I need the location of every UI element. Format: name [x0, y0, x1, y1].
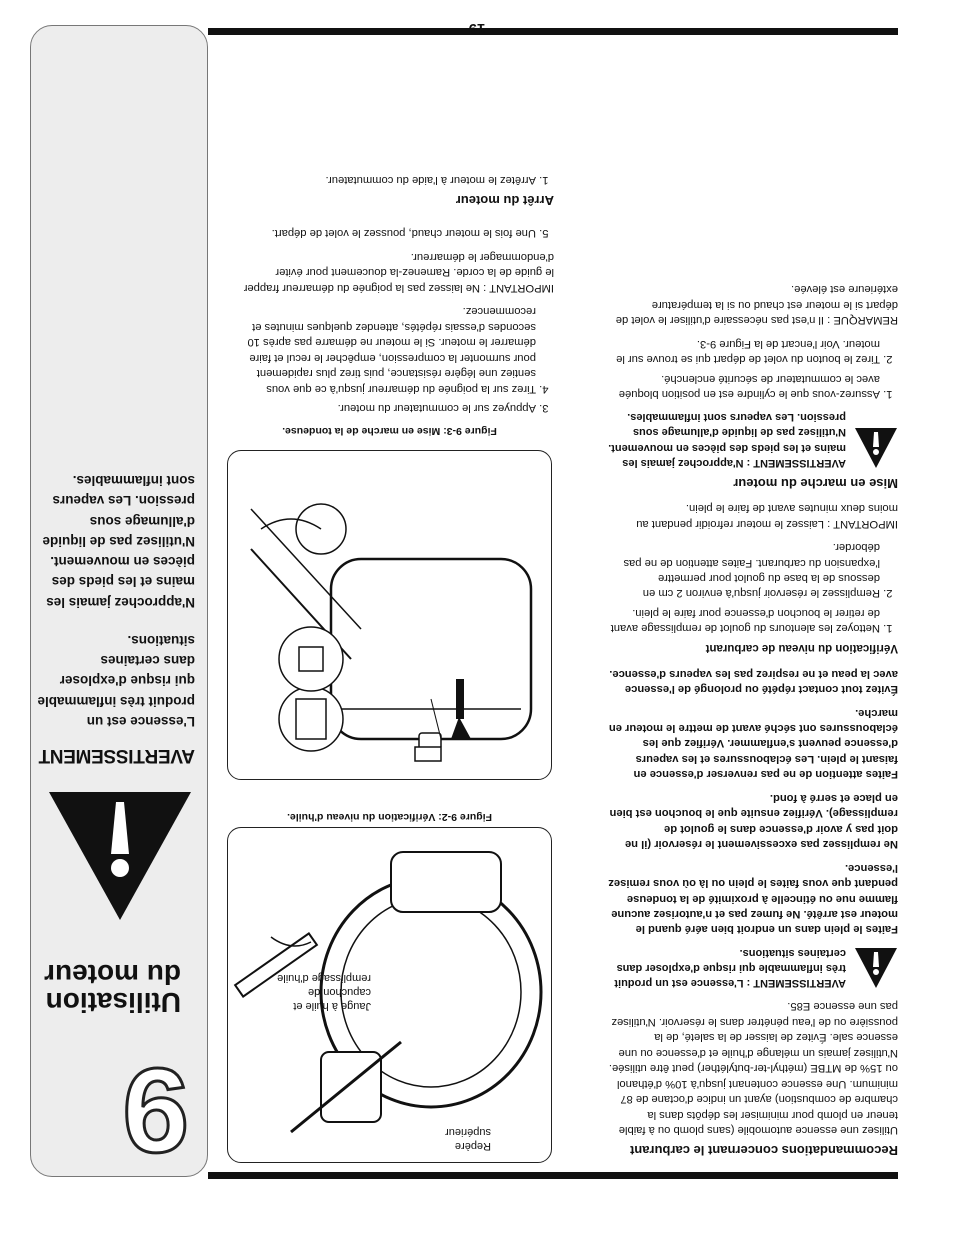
start-step-1: 1. Assurez-vous que le cylindre est en position bloquée avec le commutateur de sécurité enclenché.: [608, 370, 880, 401]
section-heading-oil: Vérification du niveau de carburant: [705, 642, 898, 655]
sidebar-warning-text: [37, 462, 195, 731]
figure-start: [227, 450, 552, 780]
fuel-bold-2: Ne remplissez pas excessivement le réservoir (il ne doit pas y avoir d'essence dans le goulot de remplissage). Vérifiez ensuite que le bouchon est bien en place et serré à fond.: [609, 791, 898, 851]
fuel-bold-3: Faites attention de ne pas renverser d'essence en faisant le plein. Les éclaboussures et les vapeurs d'essence peuvent s'enflammer. Vérifiez que les éclaboussures ont séché avant de mettre le moteur en marche.: [608, 706, 898, 781]
fuel-warning: [608, 944, 898, 990]
page-number: 19: [468, 20, 486, 37]
figure-3-caption: Figure 9-3: Mise en marche de la tondeuse.: [282, 425, 497, 437]
text-column-fuel: [608, 273, 898, 1159]
section-heading-start: Mise en marche du moteur: [733, 475, 898, 491]
sidebar-warning-paragraph-1: L'essence est un produit très inflammable qui risque d'exploser dans certaines situations.: [37, 633, 195, 729]
section-heading-fuel: Recommandations concernant le carburant: [629, 1143, 898, 1158]
fuel-intro: Utilisez une essence automobile (sans plomb ou à faible teneur en plomb pour minimiser les dépôts dans la chambre de combustion) ayant un indice d'octane de 87 minimum. Une essence contenant jusqu'à 10% d'éthanol ou 15% de MTBE (méthyl-ter-butyléther) peut être utilisée. N'utilisez jamais un mélange d'huile et d'essence ou une essence sale. Évitez de laisser de la saleté, de la poussière ou de l'eau pénétrer dans le réservoir. N'utilisez pas une essence E85.: [608, 1000, 898, 1137]
top-rule: [208, 1172, 898, 1179]
warning-triangle-icon: [45, 786, 195, 926]
warning-triangle-icon: [854, 946, 898, 990]
fig2-label-dipstick: Jauge à huile et capuchon de remplissage d'huile: [277, 972, 371, 1012]
fuel-bold-1: Faites le plein dans un endroit bien aéré quand le moteur est arrêté. Ne fumez pas et n'autorisez aucune flamme nue ou étincelle à proximité de la tondeuse pendant que vous faites le plein ou là où vous remisez l'essence.: [608, 861, 898, 936]
start-important: IMPORTANT : Ne laissez pas la poignée du démarreur frapper le guide de la corde. Ramenez-la doucement pour éviter d'endommager le démarreur.: [243, 250, 554, 294]
start-warning: [608, 409, 898, 470]
figure-2-caption: Figure 9-2: Vérification du niveau d'huile.: [287, 811, 492, 823]
fuel-warning-text: AVERTISSEMENT : L'essence est un produit très inflammable qui risque d'exploser dans certaines situations.: [614, 946, 846, 989]
start-step-4: 4. Tirez sur la poignée du démarreur jusqu'à ce que vous sentiez une légère résistance, puis tirez plus rapidement pour surmonter la compression, empêcher le recul et faire démarrer le moteur. Si le moteur ne démarre pas après 10 secondes d'essais répétés, attendez quelques minutes et recommencez.: [234, 303, 536, 396]
start-step-2: 2. Tirez le bouton du volet de départ qui se trouve sur le moteur. Voir l'encart de la Figure 9-3.: [608, 335, 880, 366]
chapter-sidebar: [30, 25, 208, 1177]
chapter-number: 9: [122, 1043, 189, 1177]
starter-illustration: [228, 451, 551, 779]
start-step-5: 5. Une fois le moteur chaud, poussez le volet de départ.: [234, 225, 536, 240]
fuel-bold-4: Évitez tout contact répété ou prolongé de l'essence avec la peau et ne respirez pas les vapeurs d'essence.: [609, 667, 898, 696]
start-warning-text: AVERTISSEMENT : N'approchez jamais les mains et les pieds des pièces en mouvement. N'utilisez pas de liquide d'allumage sous pression. Les vapeurs sont inflammables.: [608, 411, 846, 469]
chapter-title: Utilisation du moteur: [44, 959, 181, 1018]
text-column-start: [234, 164, 554, 415]
start-step-3: 3. Appuyez sur le commutateur du moteur.: [234, 400, 536, 415]
fig2-label-mark: Repère supérieur: [445, 1126, 491, 1152]
oil-step-2: 2. Remplissez le réservoir jusqu'à environ 2 cm en dessous de la base du goulot pour permettre l'expansion du carburant. Faites attention de ne pas déborder.: [608, 539, 880, 601]
sidebar-warning-paragraph-2: N'approchez jamais les mains et les pieds des pièces en mouvement. N'utilisez pas de liquide d'allumage sous pression. Les vapeurs sont inflammables.: [42, 473, 195, 610]
figure-oil-check: [227, 827, 552, 1163]
section-heading-stop: Arrêt du moteur: [455, 193, 554, 209]
stop-step-1: 1. Arrêtez le moteur à l'aide du commutateur.: [234, 172, 536, 187]
oil-important: IMPORTANT : Laissez le moteur refroidir pendant au moins deux minutes avant de faire le plein.: [636, 502, 898, 530]
start-remark: REMARQUE : Il n'est pas nécessaire d'utiliser le volet de départ si le moteur est chaud ou si la température extérieure est élevée.: [615, 283, 898, 327]
oil-step-1: 1. Nettoyez les alentours du goulot de remplissage avant de retirer le bouchon d'essence pour faire le plein.: [608, 604, 880, 635]
warning-triangle-icon: [854, 426, 898, 470]
sidebar-warning-heading: AVERTISSEMENT: [38, 745, 195, 766]
